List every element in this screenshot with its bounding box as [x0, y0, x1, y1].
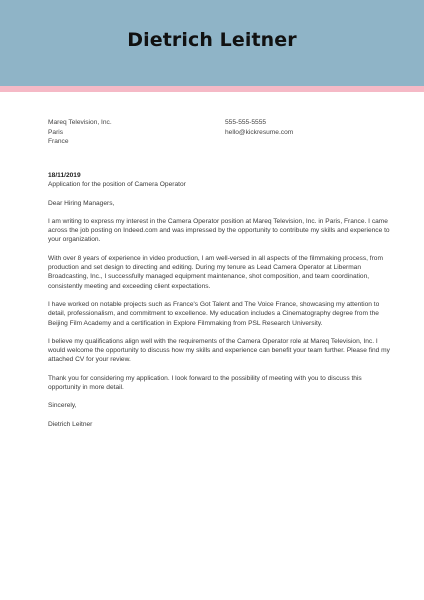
letter-paragraph: I believe my qualifications align well with the requirements of the Camera Operator role at Mareq Television, Inc. I would welcome the opportunity to discuss how my skills and experience can benefit your team further. Please find my attached CV for your review. [48, 337, 390, 364]
sender-phone: 555-555-5555 [225, 119, 267, 126]
letter-closing: Sincerely, [48, 402, 77, 410]
applicant-name: Dietrich Leitner [127, 29, 297, 51]
recipient-country: France [48, 138, 69, 145]
sender-contact [225, 118, 293, 137]
header-accent-stripe [0, 86, 424, 92]
header-banner [0, 0, 424, 86]
recipient-city: Paris [48, 128, 64, 136]
sender-email: hello@kickresume.com [225, 128, 294, 136]
letter-paragraph: I have worked on notable projects such as France's Got Talent and The Voice France, showcasing my attention to detail, professionalism, and commitment to excellence. My education includes a Cinematography degree from the Beijing Film Academy and a certification in Explore Filmmaking from PSL Research University. [48, 300, 380, 327]
letter-paragraph: With over 8 years of experience in video production, I am well-versed in all aspects of the filmmaking process, from production and set design to directing and editing. During my tenure as Lead Camera Operator at Liberman Broadcasting, Inc., I successfully managed equipment maintenance, shot composition, and team coordination, consistently meeting and exceeding client expectations. [48, 254, 383, 290]
letter-paragraph: Thank you for considering my application. I look forward to the possibility of meeting with you to discuss this opportunity in more detail. [48, 374, 362, 392]
letter-body [48, 171, 393, 429]
recipient-address [48, 118, 112, 147]
letter-date: 18/11/2019 [48, 172, 81, 179]
letter-signature: Dietrich Leitner [48, 420, 93, 428]
letter-greeting: Dear Hiring Managers, [48, 199, 115, 207]
letter-paragraph: I am writing to express my interest in the Camera Operator position at Mareq Television, Inc. in Paris, France. I came across the job posting on Indeed.com and was impressed by the opportunity to contribute my skills and experience to your organization. [48, 217, 390, 244]
letter-subject: Application for the position of Camera Operator [48, 181, 186, 189]
recipient-company: Mareq Television, Inc. [48, 119, 112, 126]
